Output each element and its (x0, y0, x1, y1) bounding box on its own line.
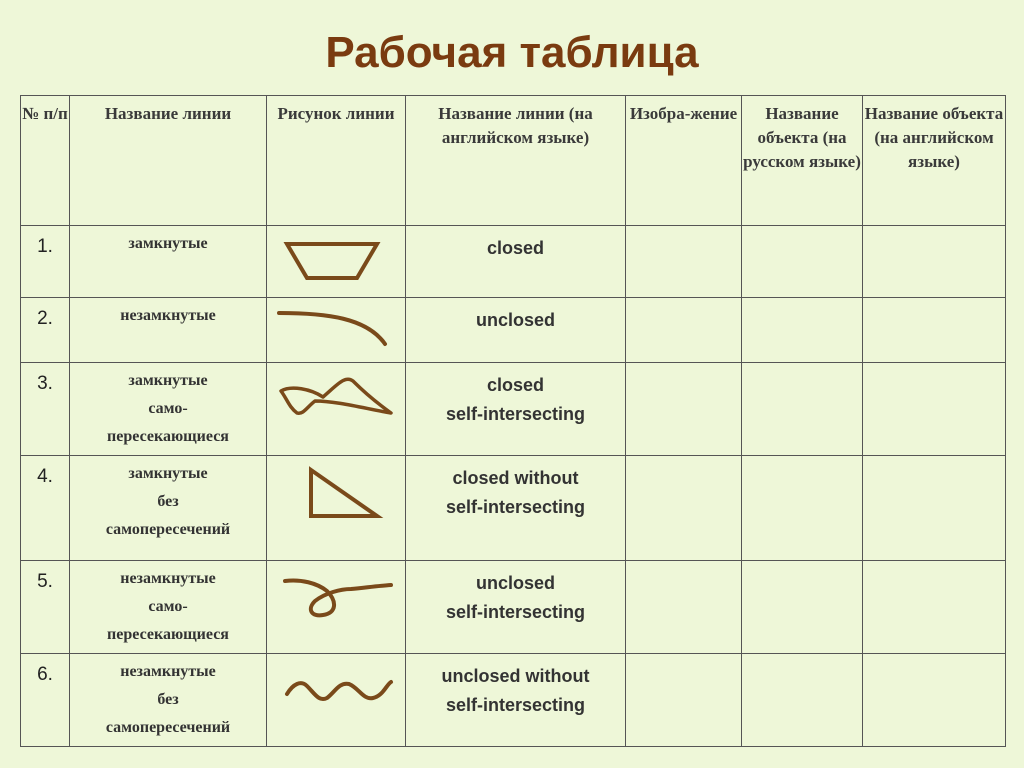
line-name-ru-text: пересекающиеся (107, 626, 229, 643)
line-name-ru (70, 456, 267, 561)
table-row (21, 654, 1006, 747)
line-name-en (406, 298, 626, 363)
table-row (21, 561, 1006, 654)
row-number: 5. (21, 561, 70, 654)
object-name-en-cell[interactable] (863, 363, 1006, 456)
line-drawing-cell (267, 226, 406, 298)
object-name-ru-cell[interactable] (742, 654, 863, 747)
image-cell[interactable] (626, 363, 742, 456)
object-name-ru-cell[interactable] (742, 226, 863, 298)
image-cell[interactable] (626, 226, 742, 298)
object-name-ru-cell[interactable] (742, 561, 863, 654)
line-name-en-text: self-intersecting (445, 602, 586, 622)
line-name-en-text: unclosed (475, 310, 555, 330)
line-name-ru-text: без (157, 691, 179, 708)
line-name-ru-text: пересекающиеся (107, 428, 229, 445)
line-name-ru-text: самопересечений (105, 719, 231, 736)
table-row (21, 226, 1006, 298)
line-name-ru-text: замкнутые (128, 372, 208, 389)
line-name-en (406, 226, 626, 298)
line-name-ru-text: незамкнутые (120, 307, 216, 324)
line-name-en-text: self-intersecting (445, 404, 586, 424)
trapezoid-icon (267, 226, 406, 297)
object-name-ru-cell[interactable] (742, 298, 863, 363)
image-cell[interactable] (626, 456, 742, 561)
object-name-en-cell[interactable] (863, 561, 1006, 654)
header-object-name-russian: Название объекта (на русском языке) (742, 96, 863, 226)
line-name-ru (70, 654, 267, 747)
header-line-name: Название линии (70, 96, 267, 226)
line-name-en (406, 561, 626, 654)
row-number: 6. (21, 654, 70, 747)
line-name-ru (70, 363, 267, 456)
object-name-ru-cell[interactable] (742, 456, 863, 561)
line-name-ru (70, 298, 267, 363)
image-cell[interactable] (626, 298, 742, 363)
object-name-en-cell[interactable] (863, 298, 1006, 363)
line-name-en-text: closed (486, 238, 545, 258)
triangle-icon (267, 456, 406, 560)
line-name-ru-text: незамкнутые (120, 570, 216, 587)
line-name-ru (70, 226, 267, 298)
header-line-name-english: Название линии (на английском языке) (406, 96, 626, 226)
line-name-en-text: closed (486, 375, 545, 395)
object-name-en-cell[interactable] (863, 654, 1006, 747)
table-row (21, 298, 1006, 363)
loop-line-icon (267, 561, 406, 653)
line-name-en (406, 654, 626, 747)
header-line-drawing: Рисунок линии (267, 96, 406, 226)
line-name-ru-text: самопересечений (105, 521, 231, 538)
line-name-ru-text: незамкнутые (120, 663, 216, 680)
line-name-en-text: closed without (452, 468, 579, 488)
line-name-en (406, 456, 626, 561)
row-number: 3. (21, 363, 70, 456)
page-title: Рабочая таблица (325, 28, 699, 77)
row-number: 2. (21, 298, 70, 363)
line-name-en-text: self-intersecting (445, 497, 586, 517)
line-name-ru-text: без (157, 493, 179, 510)
wave-line-icon (267, 654, 406, 746)
line-name-ru-text: замкнутые (128, 235, 208, 252)
line-name-en-text: self-intersecting (445, 695, 586, 715)
line-name-en-text: unclosed (475, 573, 555, 593)
line-drawing-cell (267, 654, 406, 747)
header-row (21, 96, 1006, 226)
arc-line-icon (267, 298, 406, 362)
line-drawing-cell (267, 363, 406, 456)
line-drawing-cell (267, 456, 406, 561)
line-name-en-text: unclosed without (441, 666, 590, 686)
object-name-ru-cell[interactable] (742, 363, 863, 456)
header-number: № п/п (21, 96, 70, 226)
line-name-ru-text: само- (148, 400, 188, 417)
header-object-name-english: Название объекта (на английском языке) (863, 96, 1006, 226)
table-row (21, 363, 1006, 456)
line-name-ru-text: само- (148, 598, 188, 615)
image-cell[interactable] (626, 654, 742, 747)
header-image: Изобра-жение (626, 96, 742, 226)
line-name-en (406, 363, 626, 456)
object-name-en-cell[interactable] (863, 226, 1006, 298)
line-name-ru (70, 561, 267, 654)
table-row (21, 456, 1006, 561)
line-name-ru-text: замкнутые (128, 465, 208, 482)
work-table (20, 95, 1006, 747)
object-name-en-cell[interactable] (863, 456, 1006, 561)
line-drawing-cell (267, 298, 406, 363)
row-number: 4. (21, 456, 70, 561)
row-number: 1. (21, 226, 70, 298)
image-cell[interactable] (626, 561, 742, 654)
self-intersecting-closed-icon (267, 363, 406, 455)
line-drawing-cell (267, 561, 406, 654)
